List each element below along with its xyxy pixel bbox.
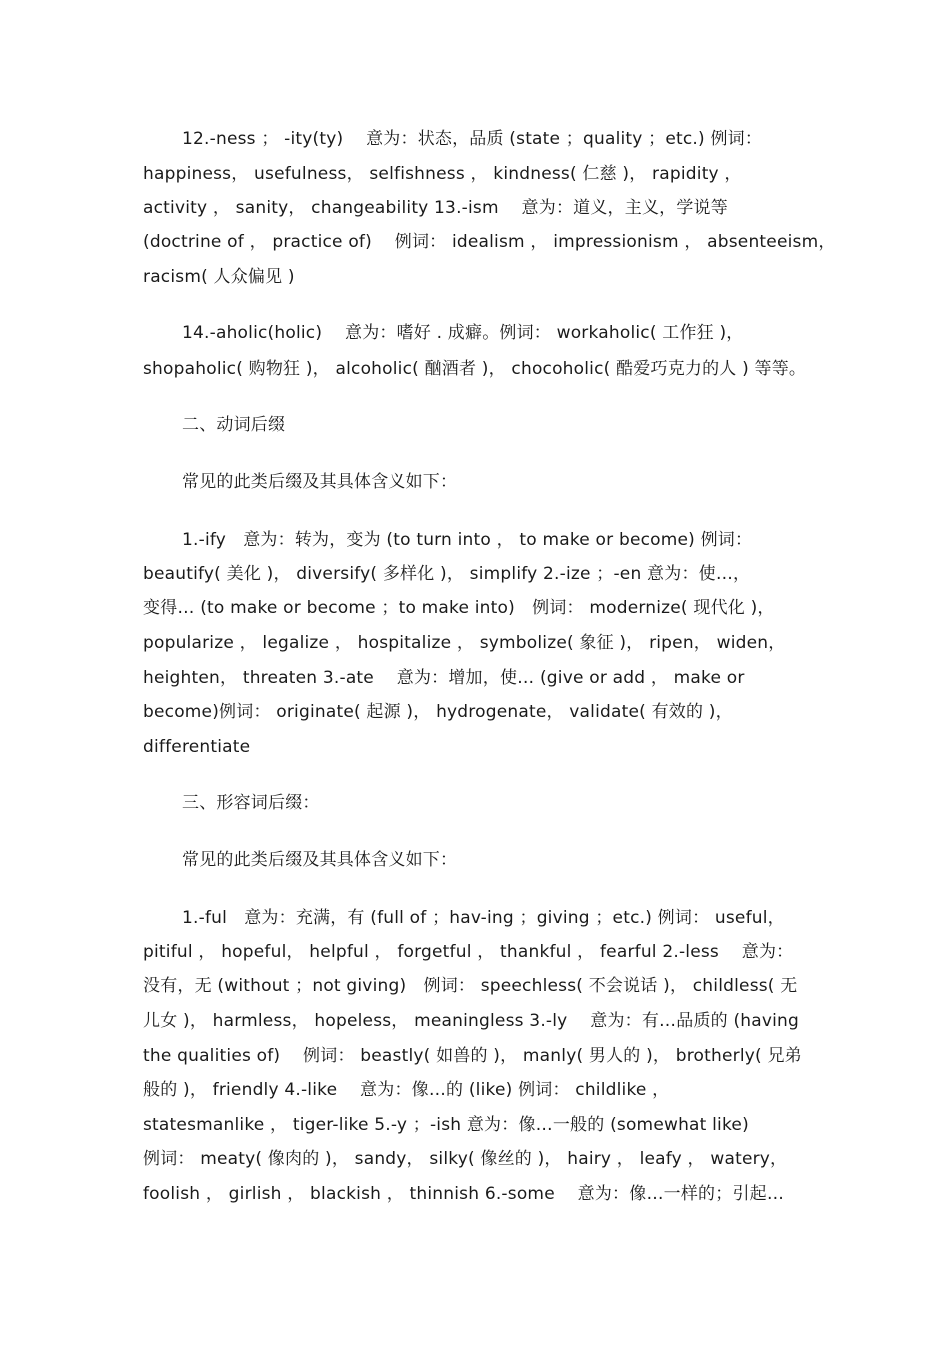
text-line: 常见的此类后缀及其具体含义如下： (182, 850, 458, 870)
text-line: popularize ， legalize ， hospitalize ， symbolize( 象征 )， ripen， widen， (143, 633, 786, 653)
text-line: 变得… (to make or become ；to make into) 例词： modernize( 现代化 )， (143, 598, 775, 618)
text-line: shopaholic( 购物狂 )， alcoholic( 酗酒者 )， chocoholic( 酷爱巧克力的人 ) 等等。 (143, 359, 807, 379)
text-line: 1.-ful 意为：充满，有 (full of ；hav-ing ；giving ；etc.) 例词： useful， (182, 908, 785, 928)
text-line: racism( 人众偏见 ) (143, 267, 295, 287)
text-line: 没有，无 (without ；not giving) 例词： speechless( 不会说话 )， childless( 无 (143, 976, 798, 996)
text-line: foolish ， girlish ， blackish ， thinnish 6.-some 意为：像…一样的；引起… (143, 1184, 785, 1204)
text-line: pitiful ， hopeful， helpful ， forgetful ， thankful ， fearful 2.-less 意为： (143, 942, 794, 962)
text-line: 常见的此类后缀及其具体含义如下： (182, 472, 458, 492)
text-line: statesmanlike ， tiger-like 5.-y ；-ish 意为：像…一般的 (somewhat like) (143, 1115, 749, 1135)
text-line: the qualities of) 例词： beastly( 如兽的 )， manly( 男人的 )， brotherly( 兄弟 (143, 1046, 802, 1066)
text-line: become)例词： originate( 起源 )， hydrogenate， validate( 有效的 )， (143, 702, 733, 722)
text-line: 14.-aholic(holic) 意为：嗜好 . 成癖。例词： workaholic( 工作狂 )， (182, 323, 744, 343)
text-line: activity ， sanity， changeability 13.-ism 意为：道义，主义，学说等 (143, 198, 728, 218)
text-line: happiness， usefulness， selfishness ， kindness( 仁慈 )， rapidity ， (143, 164, 742, 184)
text-line: differentiate (143, 737, 251, 757)
section-heading: 三、形容词后缀： (182, 793, 320, 813)
section-heading: 二、动词后缀 (182, 415, 286, 435)
text-line: (doctrine of ， practice of) 例词： idealism ， impressionism ， absenteeism， (143, 232, 836, 252)
text-line: beautify( 美化 )， diversify( 多样化 )， simplify 2.-ize ；-en 意为：使…， (143, 564, 751, 584)
text-line: 例词： meaty( 像肉的 )， sandy， silky( 像丝的 )， hairy ， leafy ， watery， (143, 1149, 788, 1169)
text-line: 1.-ify 意为：转为，变为 (to turn into ， to make or become) 例词： (182, 530, 753, 550)
text-line: 般的 )， friendly 4.-like 意为：像…的 (like) 例词： childlike ， (143, 1080, 670, 1100)
text-line: 儿女 )， harmless， hopeless， meaningless 3.-ly 意为：有…品质的 (having (143, 1011, 800, 1031)
text-line: heighten， threaten 3.-ate 意为：增加，使… (give or add ， make or (143, 668, 745, 688)
text-line: 12.-ness ； -ity(ty) 意为：状态，品质 (state ；quality ；etc.) 例词： (182, 129, 763, 149)
